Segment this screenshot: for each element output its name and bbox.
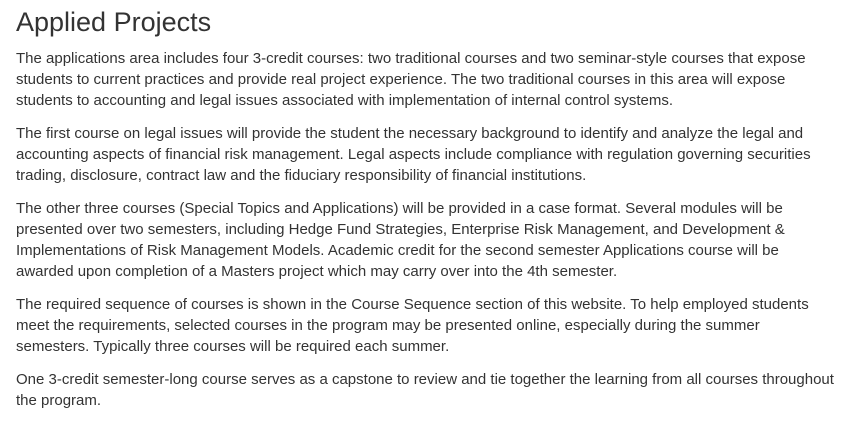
paragraph-applications-area: The applications area includes four 3-credit courses: two traditional courses and two seminar-style courses that expose students to current practices and provide real project experience. The two traditional courses in this area will expose students to accounting and legal issues associated with implementation of internal control systems. bbox=[16, 50, 806, 109]
page-title: Applied Projects bbox=[16, 7, 212, 37]
paragraph-special-topics: The other three courses (Special Topics and Applications) will be provided in a case format. Several modules will be presented over two semesters, including Hedge Fund Strategies, Enterprise Risk Management, and Development & Implementations of Risk Management Models. Academic credit for the second semester Applications course will be awarded upon completion of a Masters project which may carry over into the 4th semester. bbox=[16, 200, 785, 280]
paragraph-capstone: One 3-credit semester-long course serves as a capstone to review and tie together the learning from all courses throughout the program. bbox=[16, 371, 834, 409]
paragraph-legal-issues: The first course on legal issues will provide the student the necessary background to identify and analyze the legal and accounting aspects of financial risk management. Legal aspects include compliance with regulation governing securities trading, disclosure, contract law and the fiduciary responsibility of financial institutions. bbox=[16, 125, 811, 184]
paragraph-course-sequence: The required sequence of courses is shown in the Course Sequence section of this website. To help employed students meet the requirements, selected courses in the program may be presented online, especially during the summer semesters. Typically three courses will be required each summer. bbox=[16, 296, 809, 355]
